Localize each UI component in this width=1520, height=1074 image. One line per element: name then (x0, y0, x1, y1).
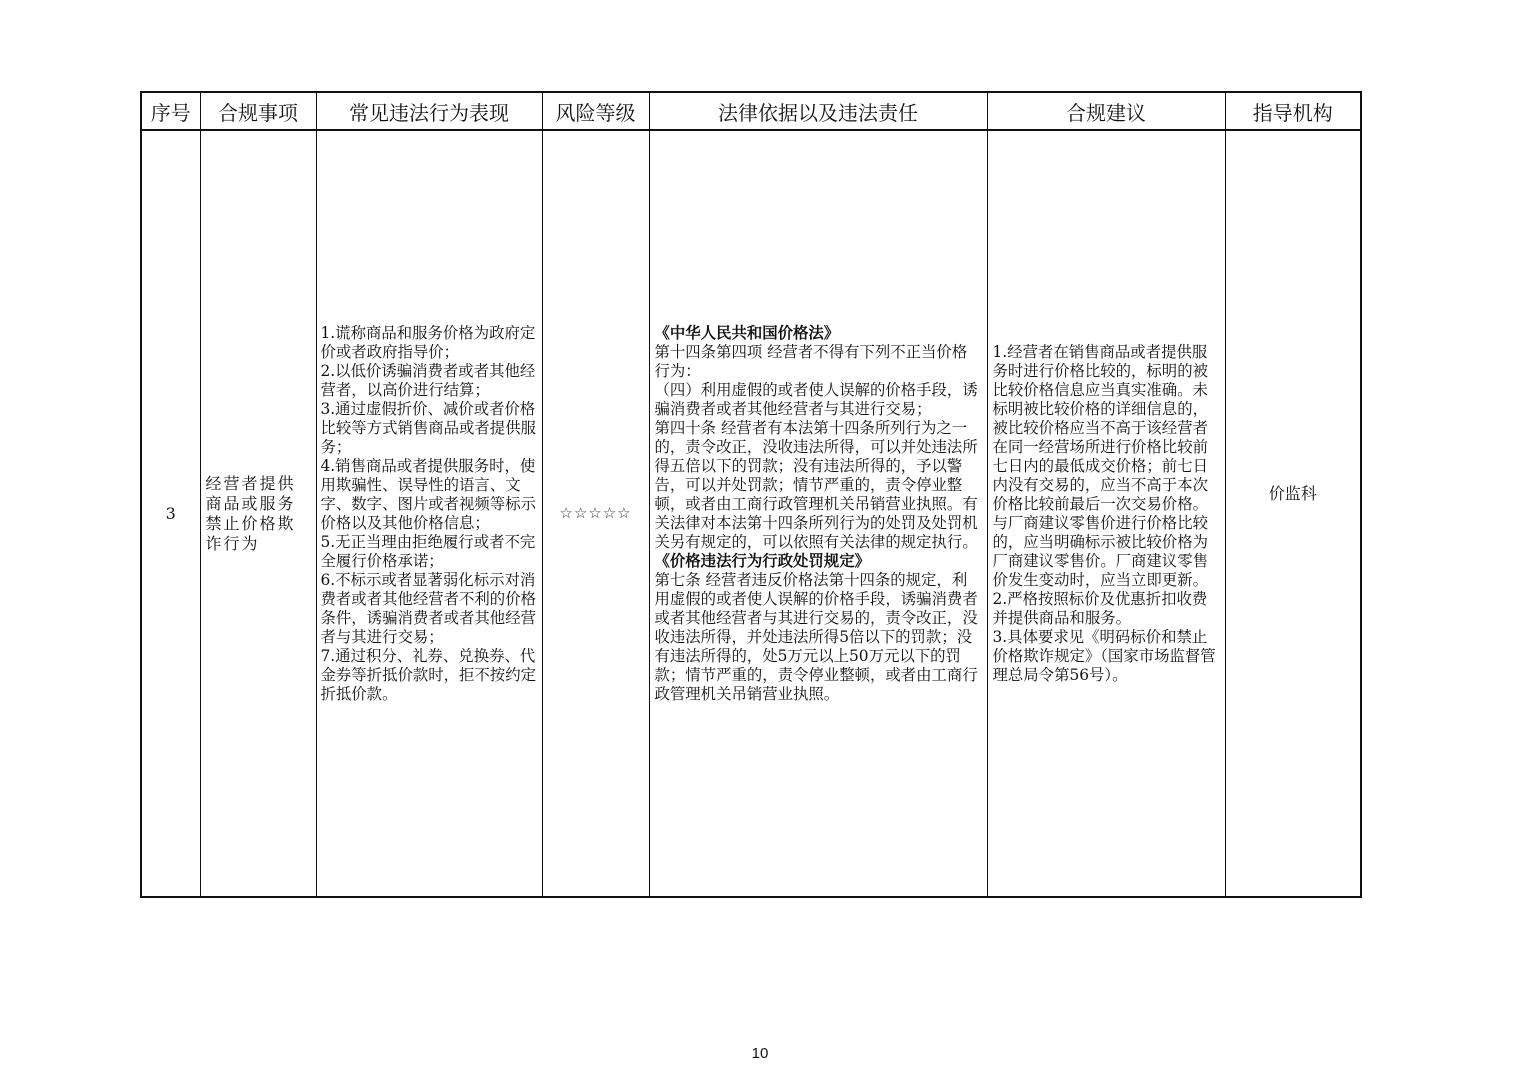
legal-basis-text (650, 324, 987, 704)
header-item: 合规事项 (200, 92, 316, 130)
seq-number: 3 (165, 504, 176, 523)
item-cell (200, 130, 316, 897)
law-paragraph: 第十四条第四项 经营者不得有下列不正当价格行为： (654, 342, 968, 380)
violation-item: 7.通过积分、礼券、兑换券、代金券等折抵价款时，拒不按约定折抵价款。 (320, 646, 536, 703)
law-title-penalty-rules: 《价格违法行为行政处罚规定》 (654, 551, 870, 570)
advice-list (988, 343, 1225, 685)
law-title-price-law: 《中华人民共和国价格法》 (654, 323, 840, 342)
header-legal-basis: 法律依据以及违法责任 (649, 92, 987, 130)
advice-item: 3.具体要求见《明码标价和禁止价格欺诈规定》（国家市场监督管理总局令第56号）。 (992, 627, 1216, 684)
violation-item: 4.销售商品或者提供服务时，使用欺骗性、误导性的语言、文字、数字、图片或者视频等标示价格以及其他价格信息； (320, 456, 536, 532)
law-paragraph: （四）利用虚假的或者使人误解的价格手段，诱骗消费者或者其他经营者与其进行交易； (654, 380, 978, 418)
legal-basis-cell (649, 130, 987, 897)
violation-item: 5.无正当理由拒绝履行或者不完全履行价格承诺； (320, 532, 536, 570)
advice-item: 1.经营者在销售商品或者提供服务时进行价格比较的，标明的被比较价格信息应当真实准确。未标明被比较价格的详细信息的，被比较价格应当不高于该经营者在同一经营场所进行价格比较前七日内的最低成交价格；前七日内没有交易的，应当不高于本次价格比较前最后一次交易价格。与厂商建议零售价进行价格比较的，应当明确标示被比较价格为厂商建议零售价。厂商建议零售价发生变动时，应当立即更新。 (992, 342, 1208, 589)
violations-cell (316, 130, 542, 897)
table-row (141, 130, 1361, 897)
advice-cell (987, 130, 1225, 897)
header-row (141, 92, 1361, 130)
law-paragraph: 第四十条 经营者有本法第十四条所列行为之一的，责令改正，没收违法所得，可以并处违法所得五倍以下的罚款；没有违法所得的，予以警告，可以并处罚款；情节严重的，责令停业整顿，或者由工商行政管理机关吊销营业执照。有关法律对本法第十四条所列行为的处罚及处罚机关另有规定的，可以依照有关法律的规定执行。 (654, 418, 978, 551)
page-number: 10 (751, 1045, 769, 1062)
seq-cell (141, 130, 200, 897)
guiding-org: 价监科 (1268, 483, 1317, 503)
advice-item: 2.严格按照标价及优惠折扣收费并提供商品和服务。 (992, 589, 1208, 627)
violation-item: 6.不标示或者显著弱化标示对消费者或者其他经营者不利的价格条件，诱骗消费者或者其他经营者与其进行交易； (320, 570, 536, 646)
risk-cell (542, 130, 649, 897)
violations-list (317, 324, 542, 704)
header-org: 指导机构 (1225, 92, 1361, 130)
law-paragraph: 第七条 经营者违反价格法第十四条的规定，利用虚假的或者使人误解的价格手段，诱骗消费者或者其他经营者与其进行交易的，责令改正，没收违法所得，并处违法所得5倍以下的罚款；没有违法所得的，处5万元以上50万元以下的罚款；情节严重的，责令停业整顿，或者由工商行政管理机关吊销营业执照。 (654, 570, 978, 703)
violation-item: 1.谎称商品和服务价格为政府定价或者政府指导价； (320, 323, 536, 361)
risk-stars: ☆☆☆☆☆ (559, 504, 632, 522)
header-advice: 合规建议 (987, 92, 1225, 130)
header-violations: 常见违法行为表现 (316, 92, 542, 130)
violation-item: 2.以低价诱骗消费者或者其他经营者，以高价进行结算； (320, 361, 536, 399)
header-risk: 风险等级 (542, 92, 649, 130)
header-seq: 序号 (141, 92, 200, 130)
compliance-table (140, 91, 1362, 898)
compliance-item-text: 经营者提供商品或服务禁止价格欺诈行为 (205, 473, 296, 553)
org-cell (1225, 130, 1361, 897)
violation-item: 3.通过虚假折价、减价或者价格比较等方式销售商品或者提供服务； (320, 399, 536, 456)
